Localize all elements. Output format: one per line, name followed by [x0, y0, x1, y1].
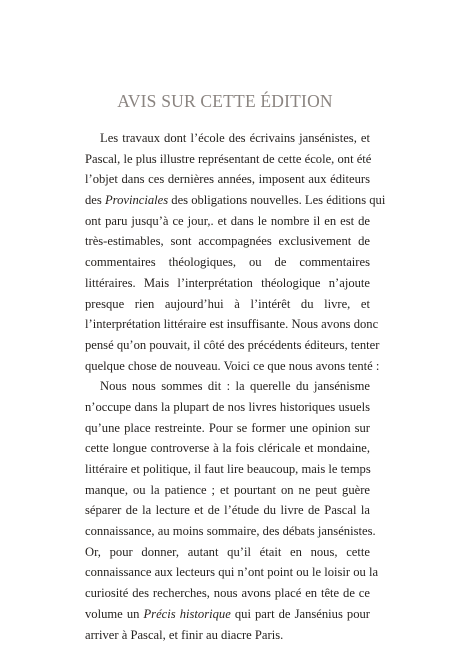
text-run: l’interprétation littéraire est insuffisante. Nous avons donc: [85, 317, 378, 331]
precis-title-italic: Précis historique: [143, 607, 230, 621]
text-run: arriver à Pascal, et finir au diacre Paris.: [85, 628, 283, 642]
text-run: presque rien aujourd’hui à l’intérêt du livre, et: [85, 297, 370, 311]
text-line: [85, 542, 370, 563]
text-line: [85, 604, 370, 625]
text-line: [85, 211, 370, 232]
text-run: qu’une place restreinte. Pour se former une opinion sur: [85, 421, 370, 435]
text-line: [85, 149, 370, 170]
text-line: [85, 459, 370, 480]
text-run: littéraires. Mais l’interprétation théologique n’ajoute: [85, 276, 370, 290]
text-run: quelque chose de nouveau. Voici ce que nous avons tenté :: [85, 359, 379, 373]
text-line: [85, 128, 370, 149]
text-run: curiosité des recherches, nous avons placé en tête de ce: [85, 586, 370, 600]
text-run: Les travaux dont l’école des écrivains jansénistes, et: [100, 131, 370, 145]
text-line: [85, 500, 370, 521]
text-run: manque, ou la patience ; et pourtant on ne peut guère: [85, 483, 370, 497]
text-run: séparer de la lecture et de l’étude du livre de Pascal la: [85, 503, 370, 517]
text-run: pensé qu’on pouvait, il côté des précédents éditeurs, tenter: [85, 338, 379, 352]
text-line: [85, 294, 370, 315]
text-line: [85, 562, 370, 583]
text-line: [85, 335, 370, 356]
book-title-italic: Provinciales: [105, 193, 168, 207]
text-line: [85, 169, 370, 190]
text-run: des obligations nouvelles. Les éditions qui: [168, 193, 385, 207]
text-line: [85, 583, 370, 604]
text-line: [85, 314, 370, 335]
text-line: [85, 273, 370, 294]
text-run: commentaires théologiques, ou de commentaires: [85, 255, 370, 269]
text-run: l’objet dans ces dernières années, imposent aux éditeurs: [85, 172, 370, 186]
text-run: connaissance aux lecteurs qui n’ont point ou le loisir ou la: [85, 565, 378, 579]
text-line: [85, 480, 370, 501]
text-run: Pascal, le plus illustre représentant de cette école, ont été: [85, 152, 371, 166]
text-line: [85, 252, 370, 273]
text-run: connaissance, au moins sommaire, des débats jansénistes.: [85, 524, 376, 538]
text-run: littéraire et politique, il faut lire beaucoup, mais le temps: [85, 462, 371, 476]
text-run: ont paru jusqu’à ce jour,. et dans le nombre il en est de: [85, 214, 370, 228]
text-run: Or, pour donner, autant qu’il était en nous, cette: [85, 545, 370, 559]
text-line: [85, 231, 370, 252]
text-run: Nous nous sommes dit : la querelle du jansénisme: [100, 379, 370, 393]
text-line: [85, 521, 370, 542]
page-heading: AVIS SUR CETTE ÉDITION: [0, 91, 450, 112]
text-run: n’occupe dans la plupart de nos livres historiques usuels: [85, 400, 370, 414]
text-line: [85, 376, 370, 397]
text-run: cette longue controverse à la fois cléricale et mondaine,: [85, 441, 370, 455]
text-line: [85, 397, 370, 418]
text-run: qui part de Jansénius pour: [231, 607, 370, 621]
text-run: des: [85, 193, 105, 207]
text-line: [85, 418, 370, 439]
text-body: [85, 128, 370, 645]
text-line: [85, 438, 370, 459]
text-run: volume un: [85, 607, 143, 621]
text-line: [85, 190, 370, 211]
text-line: [85, 625, 370, 645]
text-run: très-estimables, sont accompagnées exclusivement de: [85, 234, 370, 248]
text-line: [85, 356, 370, 377]
